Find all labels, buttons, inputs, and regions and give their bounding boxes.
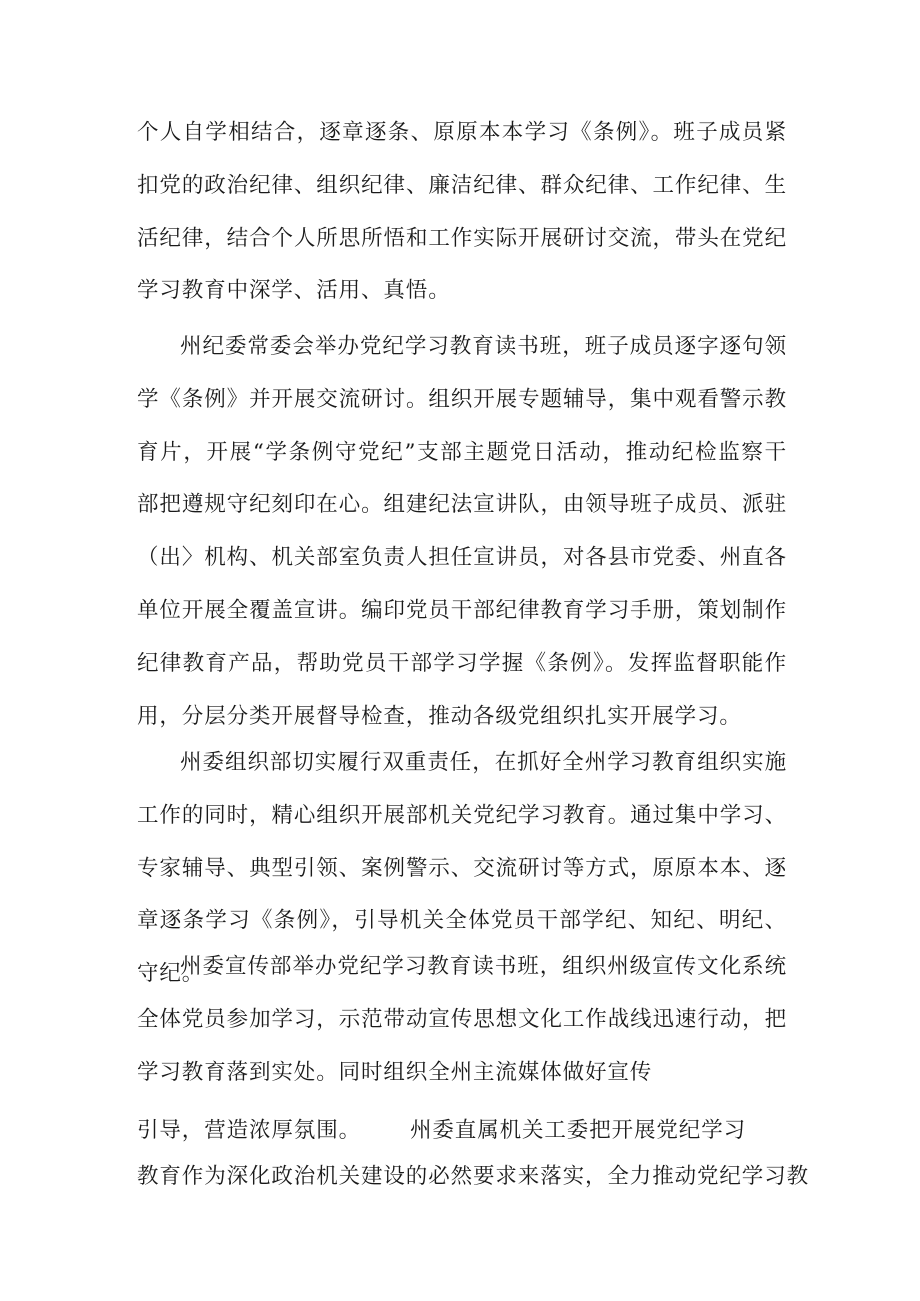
paragraph-4: 州委宣传部举办党纪学习教育读书班，组织州级宣传文化系统全体党员参加学习，示范带动宣传思想文化工作战线迅速行动，把学习教育落到实处。同时组织全州主流媒体做好宣传 (137, 954, 787, 1085)
tail-line-2: 教育作为深化政治机关建设的必然要求来落实，全力推动党纪学习教 (137, 1164, 810, 1189)
tail-line-1-right: 州委直属机关工委把开展党纪学习 (410, 1118, 747, 1143)
paragraph-2: 州纪委常委会举办党纪学习教育读书班，班子成员逐字逐句领学《条例》并开展交流研讨。组织开展专题辅导，集中观看警示教育片，开展“学条例守党纪”支部主题党日活动，推动纪检监察干部把遵规守纪刻印在心。组建纪法宣讲队，由领导班子成员、派驻（出〉机构、机关部室负责人担任宣讲员，对各县市党委、州直各单位开展全覆盖宣讲。编印党员干部纪律教育学习手册，策划制作纪律教育产品，帮助党员干部学习学握《条例》。发挥监督职能作用，分层分类开展督导检查，推动各级党组织扎实开展学习。 (137, 334, 787, 729)
tail-line-1-left: 引导，营造浓厚氛围。 (137, 1118, 362, 1143)
paragraph-3: 州委组织部切实履行双重责任，在抓好全州学习教育组织实施工作的同时，精心组织开展部机关党纪学习教育。通过集中学习、专家辅导、典型引领、案例警示、交流研讨等方式，原原本本、逐章逐条学习《条例》，引导机关全体党员干部学纪、知纪、明纪、守纪。 (137, 750, 787, 987)
paragraph-1: 个人自学相结合，逐章逐条、原原本本学习《条例》。班子成员紧扣党的政治纪律、组织纪律、廉洁纪律、群众纪律、工作纪律、生活纪律，结合个人所思所悟和工作实际开展研讨交流，带头在党纪学习教育中深学、活用、真悟。 (137, 120, 787, 304)
